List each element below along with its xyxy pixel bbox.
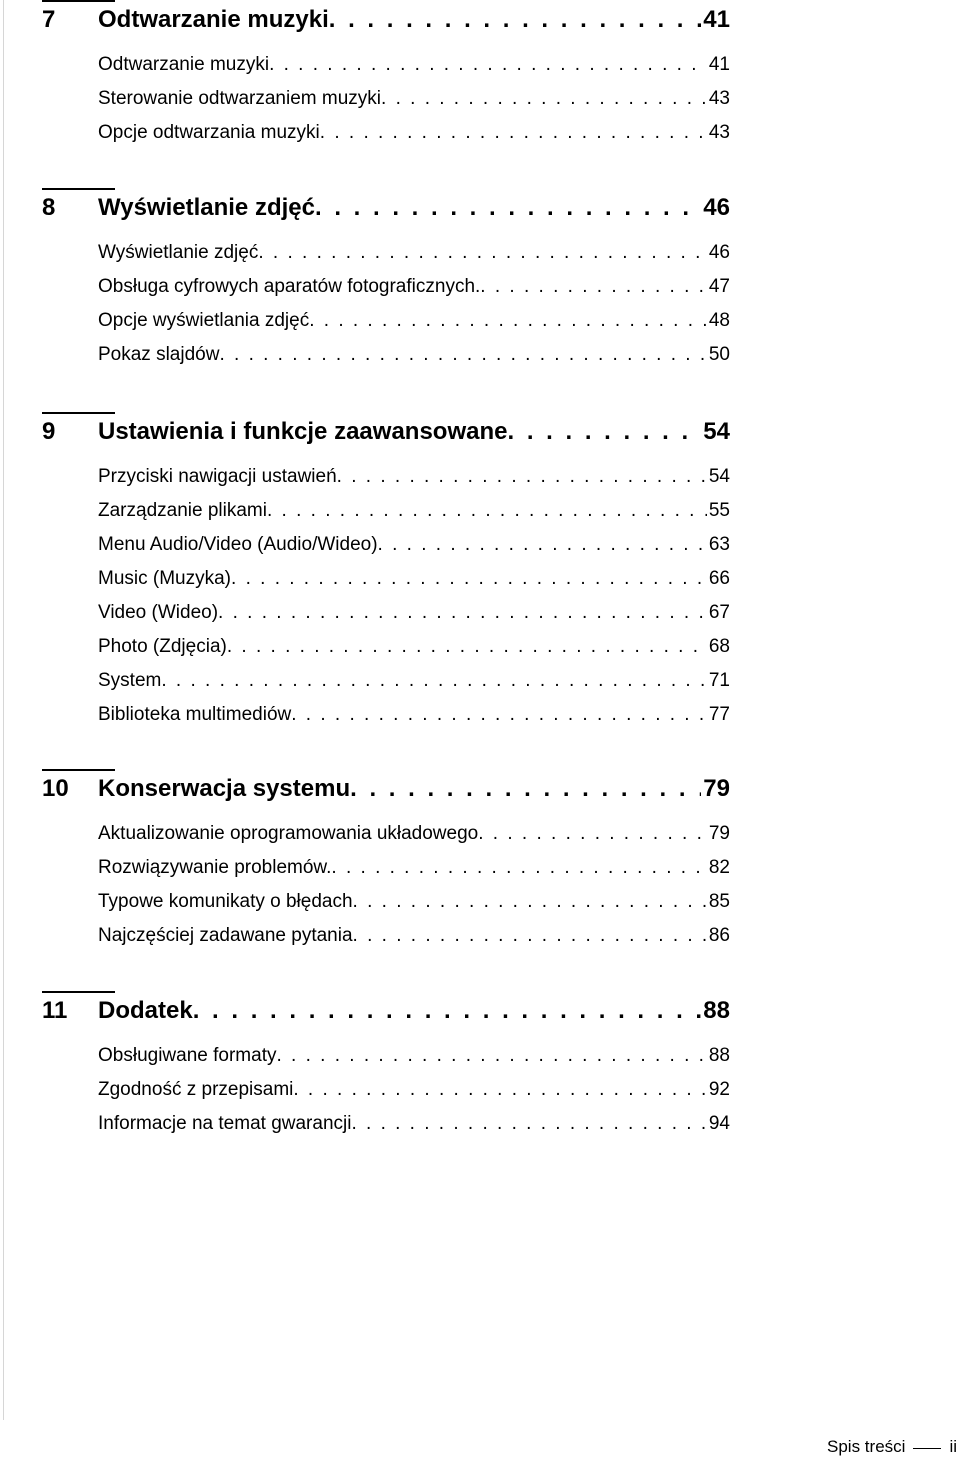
toc-entry-page-number: 88 <box>708 1045 730 1066</box>
toc-entry-title: Video (Wideo) <box>98 602 219 623</box>
toc-entry-title: Aktualizowanie oprogramowania układowego <box>98 823 479 844</box>
toc-entry-page-number: 50 <box>708 344 730 365</box>
toc-entry-title: Przyciski nawigacji ustawień <box>98 466 337 487</box>
toc-entry[interactable] <box>42 344 730 378</box>
toc-entry-page-number: 47 <box>708 276 730 297</box>
toc-entry-title: System <box>98 670 162 691</box>
toc-entry-title: Opcje odtwarzania muzyki <box>98 122 320 143</box>
dot-leader <box>219 344 706 366</box>
toc-entry[interactable] <box>42 704 730 738</box>
chapter-heading[interactable] <box>42 194 730 230</box>
dot-leader <box>291 704 707 726</box>
chapter-title: Konserwacja systemu <box>98 775 351 802</box>
chapter-rule <box>42 0 115 2</box>
chapter-title: Odtwarzanie muzyki <box>98 6 329 33</box>
chapter-entries <box>42 242 730 378</box>
chapter-entries <box>42 54 730 156</box>
footer-separator <box>913 1448 941 1449</box>
toc-entry-title: Opcje wyświetlania zdjęć <box>98 310 310 331</box>
chapter <box>42 0 730 156</box>
dot-leader <box>350 775 701 803</box>
toc-entry-page-number: 48 <box>708 310 730 331</box>
chapter <box>42 188 730 378</box>
toc-entry[interactable] <box>42 636 730 670</box>
toc-entry-title: Odtwarzanie muzyki <box>98 54 270 75</box>
dot-leader <box>269 54 707 76</box>
toc-entry[interactable] <box>42 534 730 568</box>
toc-entry-title: Zarządzanie plikami <box>98 500 267 521</box>
dot-leader <box>227 636 707 658</box>
toc-entry[interactable] <box>42 1045 730 1079</box>
toc-entry-page-number: 77 <box>708 704 730 725</box>
toc-entry[interactable] <box>42 670 730 704</box>
chapter-number: 8 <box>42 194 56 221</box>
dot-leader <box>353 925 707 947</box>
toc-entry[interactable] <box>42 857 730 891</box>
chapter-entries <box>42 1045 730 1147</box>
toc-entry[interactable] <box>42 602 730 636</box>
chapter-page-number: 79 <box>703 775 730 802</box>
dot-leader <box>381 88 707 110</box>
toc-entry-title: Typowe komunikaty o błędach <box>98 891 353 912</box>
dot-leader <box>320 122 707 144</box>
dot-leader <box>507 418 701 446</box>
chapter <box>42 991 730 1147</box>
chapter-page-number: 54 <box>703 418 730 445</box>
dot-leader <box>258 242 707 264</box>
toc-entry[interactable] <box>42 500 730 534</box>
chapter-rule <box>42 188 115 190</box>
chapter-number: 11 <box>42 997 68 1024</box>
toc-entry[interactable] <box>42 1113 730 1147</box>
chapter-heading[interactable] <box>42 6 730 42</box>
dot-leader <box>161 670 707 692</box>
toc-entry-title: Biblioteka multimediów <box>98 704 292 725</box>
toc-entry[interactable] <box>42 54 730 88</box>
chapter-rule <box>42 769 115 771</box>
toc-entry-page-number: 54 <box>708 466 730 487</box>
toc-entry[interactable] <box>42 276 730 310</box>
toc-entry-title: Rozwiązywanie problemów. <box>98 857 332 878</box>
chapter-rule <box>42 991 115 993</box>
chapter-title: Ustawienia i funkcje zaawansowane <box>98 418 508 445</box>
toc-entry-page-number: 43 <box>708 122 730 143</box>
toc-entry[interactable] <box>42 823 730 857</box>
toc-entry-title: Zgodność z przepisami <box>98 1079 294 1100</box>
page-edge-line <box>3 0 4 1420</box>
dot-leader <box>231 568 707 590</box>
chapter-number: 9 <box>42 418 56 445</box>
dot-leader <box>480 276 707 298</box>
chapter-page-number: 46 <box>703 194 730 221</box>
toc-entry[interactable] <box>42 891 730 925</box>
toc-entry-page-number: 41 <box>708 54 730 75</box>
dot-leader <box>193 997 702 1025</box>
toc-entry-page-number: 92 <box>708 1079 730 1100</box>
dot-leader <box>276 1045 706 1067</box>
toc-entry-title: Informacje na temat gwarancji <box>98 1113 352 1134</box>
dot-leader <box>315 194 701 222</box>
toc-entry[interactable] <box>42 925 730 959</box>
toc-entry-page-number: 46 <box>708 242 730 263</box>
dot-leader <box>478 823 707 845</box>
chapter <box>42 412 730 738</box>
toc-entry-page-number: 79 <box>708 823 730 844</box>
dot-leader <box>267 500 707 522</box>
toc-entry-title: Sterowanie odtwarzaniem muzyki <box>98 88 382 109</box>
chapter-number: 7 <box>42 6 56 33</box>
toc-entry-page-number: 71 <box>708 670 730 691</box>
dot-leader <box>378 534 707 556</box>
dot-leader <box>309 310 707 332</box>
chapter-entries <box>42 823 730 959</box>
toc-entry-page-number: 66 <box>708 568 730 589</box>
chapter-title: Wyświetlanie zdjęć <box>98 194 315 221</box>
dot-leader <box>351 1113 706 1135</box>
toc-entry-title: Najczęściej zadawane pytania <box>98 925 353 946</box>
toc-entry-title: Pokaz slajdów <box>98 344 220 365</box>
toc-entry[interactable] <box>42 242 730 276</box>
toc-entry-page-number: 63 <box>708 534 730 555</box>
toc-entry-title: Music (Muzyka) <box>98 568 232 589</box>
toc-entry-page-number: 86 <box>708 925 730 946</box>
toc-entry-page-number: 94 <box>708 1113 730 1134</box>
chapter-number: 10 <box>42 775 69 802</box>
chapter-entries <box>42 466 730 738</box>
toc-entry-title: Photo (Zdjęcia) <box>98 636 227 657</box>
chapter-page-number: 88 <box>703 997 730 1024</box>
toc-entry-title: Wyświetlanie zdjęć <box>98 242 259 263</box>
toc-entry[interactable] <box>42 310 730 344</box>
dot-leader <box>329 6 702 34</box>
toc-entry[interactable] <box>42 122 730 156</box>
toc-entry-title: Obsługa cyfrowych aparatów fotograficznych. <box>98 276 481 297</box>
toc-entry-page-number: 43 <box>708 88 730 109</box>
chapter-heading[interactable] <box>42 775 730 811</box>
chapter-rule <box>42 412 115 414</box>
toc-entry-title: Menu Audio/Video (Audio/Wideo) <box>98 534 378 555</box>
chapter <box>42 769 730 959</box>
dot-leader <box>337 466 707 488</box>
toc-entry[interactable] <box>42 568 730 602</box>
toc-entry-page-number: 55 <box>708 500 730 521</box>
toc-entry[interactable] <box>42 1079 730 1113</box>
toc-entry-page-number: 68 <box>708 636 730 657</box>
footer-page-number: ii <box>949 1437 957 1456</box>
dot-leader <box>218 602 707 624</box>
chapter-heading[interactable] <box>42 418 730 454</box>
page-footer <box>827 1437 957 1457</box>
footer-section-label: Spis treści <box>827 1437 906 1456</box>
toc-entry-page-number: 82 <box>708 857 730 878</box>
dot-leader <box>331 857 706 879</box>
dot-leader <box>293 1079 706 1101</box>
toc-entry-page-number: 67 <box>708 602 730 623</box>
toc-entry[interactable] <box>42 466 730 500</box>
toc-entry-page-number: 85 <box>708 891 730 912</box>
toc-entry-title: Obsługiwane formaty <box>98 1045 277 1066</box>
dot-leader <box>353 891 707 913</box>
chapter-page-number: 41 <box>703 6 730 33</box>
chapter-heading[interactable] <box>42 997 730 1033</box>
chapter-title: Dodatek <box>98 997 193 1024</box>
toc-entry[interactable] <box>42 88 730 122</box>
